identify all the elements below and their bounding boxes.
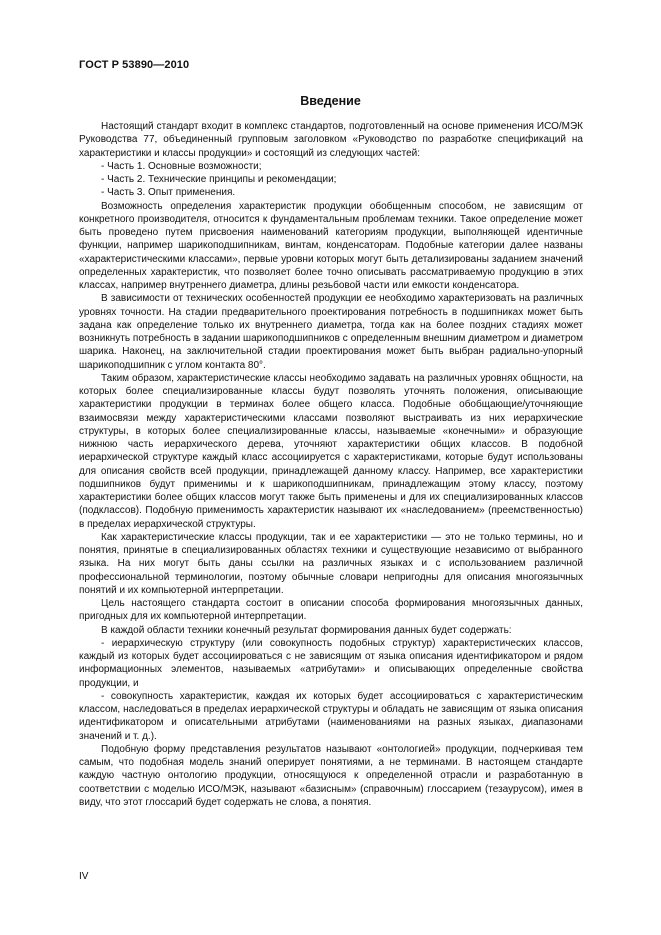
list-item-part-1: - Часть 1. Основные возможности; — [101, 160, 262, 172]
list-item-part-3: - Часть 3. Опыт применения. — [101, 187, 236, 199]
paragraph-characteristics: Возможность определения характеристик продукции обобщенным способом, не зависящим от конкретного производителя, относится к фундаментальным проблемам техники. Такое определение может быть проведено путем присвоения наименований категориям продукции, выполняющей идентичные функции, например шарикоподшипникам, винтам, конденсаторам. Подобные категории далее названы «характеристическими классами», первые уровни которых могут быть детализированы заданием значений определенных характеристик, что позволяет более точно описывать рассматриваемую продукцию в этих классах, например внутреннего диаметра, длины резьбовой части или емкости конденсатора. — [79, 200, 583, 291]
paragraph-precision-levels: В зависимости от технических особенностей продукции ее необходимо характеризовать на различных уровнях точности. На стадии предварительного проектирования потребность в подшипниках может быть задана как определение только их внутреннего диаметра, тогда как на более поздних стадиях может возникнуть потребность в задании шарикоподшипников с определенным внешним диаметром и диаметром шарика. Наконец, на заключительной стадии проектирования может быть выбран радиально-упорный шарикоподшипник с углом контакта 80°. — [79, 293, 583, 371]
paragraph-hierarchy: Таким образом, характеристические классы необходимо задавать на различных уровнях общности, на которых более специализированные классы будут позволять уточнять положения, описывающие характеристики продукции в терминах более общего класса. Подобные обобщающие/уточняющие взаимосвязи между характеристическими классами позволяют выстраивать из них иерархические структуры, в которых более специализированные классы, называемые «конечными» и образующие нижнюю часть иерархического дерева, уточняют характеристики общих классов. В подобной иерархической структуре каждый класс ассоциируется с характеристиками, которые будут использованы для описания свойств всей продукции, принадлежащей данному классу. Например, все характеристики подшипников будут применимы и к шарикоподшипникам, принадлежащим этому классу, поэтому характеристики более общих классов могут также быть применены и для их специализированных классов (подклассов). Подобную применимость характеристик называют их «наследованием» (преемственностью) в пределах иерархической структуры. — [79, 372, 583, 530]
paragraph-concepts: Как характеристические классы продукции, так и ее характеристики — это не только термины, но и понятия, принятые в специализированных областях техники и существующие независимо от выбранного языка. На них могут быть даны ссылки на различных языках и с использованием различной профессиональной терминологии, поэтому обычные словари непригодны для описания многоязычных понятий и их компьютерной интерпретации. — [79, 531, 583, 596]
paragraph-ontology: Подобную форму представления результатов называют «онтологией» продукции, подчеркивая тем самым, что подобная модель знаний оперирует понятиями, а не терминами. В настоящем стандарте каждую частную онтологию продукции, относящуюся к определенной отрасли и разработанную в соответствии с моделью ИСО/МЭК, называют «базисным» (справочным) глоссарием (тезаурусом), имея в виду, что этот глоссарий будет содержать не слова, а понятия. — [79, 743, 583, 808]
paragraph-result-intro: В каждой области техники конечный результат формирования данных будет содержать: — [101, 624, 512, 636]
section-title: Введение — [300, 94, 361, 108]
document-code: ГОСТ Р 53890—2010 — [79, 59, 190, 71]
list-item-part-2: - Часть 2. Технические принципы и рекомендации; — [101, 174, 337, 185]
body-text — [79, 120, 583, 809]
page-number: IV — [79, 871, 89, 882]
list-item-class-hierarchy: - иерархическую структуру (или совокупность подобных структур) характеристических классов, каждый из которых будет ассоциироваться с не зависящим от языка описания идентификатором и рядом информационных элементов, называемых «атрибутами» и описывающих определенные свойства продукции, и — [79, 637, 583, 689]
intro-paragraph: Настоящий стандарт входит в комплекс стандартов, подготовленный на основе применения ИСО/МЭК Руководства 77, объединенный групповым заголовком «Руководство по разработке спецификаций на характеристики и классы продукции» и состоящий из следующих частей: — [79, 121, 583, 159]
paragraph-purpose: Цель настоящего стандарта состоит в описании способа формирования многоязычных данных, пригодных для их компьютерной интерпретации. — [79, 598, 583, 623]
list-item-characteristics-set: - совокупность характеристик, каждая их которых будет ассоциироваться с характеристическим классом, наследоваться в пределах иерархической структуры и обладать не зависящим от языка описания идентификатором и описательными атрибутами (наименованиями на разных языках, диапазонами значений и т. д.). — [79, 690, 583, 742]
